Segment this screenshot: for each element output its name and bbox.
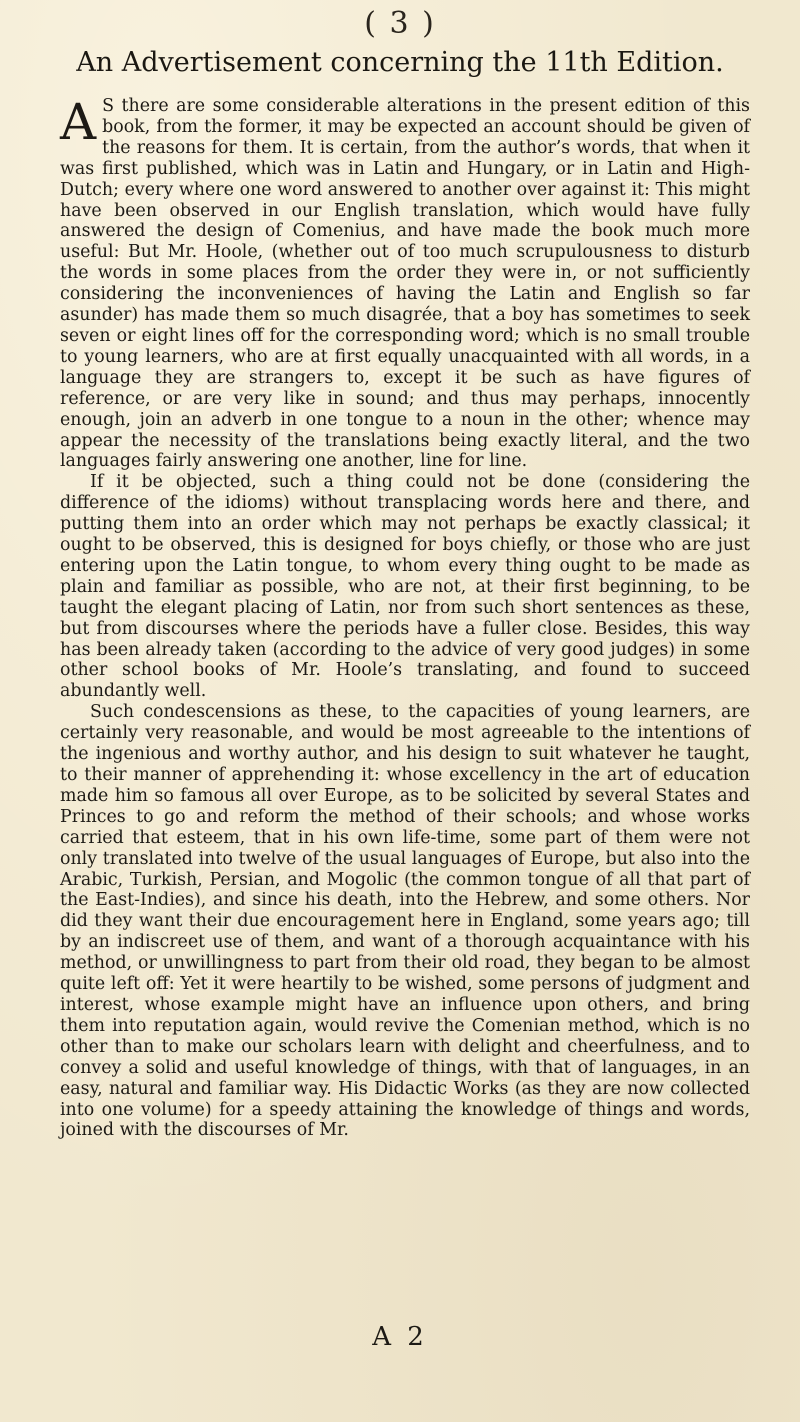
- paragraph-3: Such condescensions as these, to the capacities of young learners, are certainly very reasonable, and would be most agreeable to the intentions of the ingenious and worthy author, and his design to suit whatever he taught, to their manner of apprehending it: whose excellency in the art of education made him so famous all over Europe, as to be solicited by several States and Princes to go and reform the method of their schools; and whose works carried that esteem, that in his own life-time, some part of them were not only translated into twelve of the usual languages of Europe, but also into the Arabic, Turkish, Persian, and Mogolic (the common tongue of all that part of the East-Indies), and since his death, into the Hebrew, and some others. Nor did they want their due encouragement here in England, some years ago; till by an indiscreet use of them, and want of a thorough acquaintance with his method, or unwillingness to part from their old road, they began to be almost quite left off: Yet it were heartily to be wished, some persons of judgment and interest, whose example might have an influence upon others, and bring them into reputation again, would revive the Comenian method, which is no other than to make our scholars learn with delight and cheerfulness, and to convey a solid and useful knowledge of things, with that of languages, in an easy, natural and familiar way. His Didactic Works (as they are now collected into one volume) for a speedy attaining the knowledge of things and words, joined with the discourses of Mr.: [60, 702, 750, 1141]
- paragraph-1: [60, 93, 750, 472]
- page-number: ( 3 ): [364, 6, 436, 41]
- body-text: [60, 93, 750, 1141]
- page-title: An Advertisement concerning the 11th Edition.: [76, 47, 724, 78]
- signature-mark: A 2: [372, 1322, 428, 1352]
- paragraph-2: If it be objected, such a thing could not be done (considering the difference of the idioms) without transplacing words here and there, and putting them into an order which may not perhaps be exactly classical; it ought to be observed, this is designed for boys chiefly, or those who are just entering upon the Latin tongue, to whom every thing ought to be made as plain and familiar as possible, who are not, at their first beginning, to be taught the elegant placing of Latin, nor from such short sentences as these, but from discourses where the periods have a fuller close. Besides, this way has been already taken (according to the advice of very good judges) in some other school books of Mr. Hoole’s translating, and found to succeed abundantly well.: [60, 472, 750, 702]
- paragraph-1-text: S there are some considerable alterations in the present edition of this book, from the former, it may be expected an account should be given of the reasons for them. It is certain, from the author’s words, that when it was first published, which was in Latin and Hungary, or in Latin and High-Dutch; every where one word answered to another over against it: This might have been observed in our English translation, which would have fully answered the design of Comenius, and have made the book much more useful: But Mr. Hoole, (whether out of too much scrupulousness to disturb the words in some places from the order they were in, or not sufficiently considering the inconveniences of having the Latin and English so far asunder) has made them so much disagrée, that a boy has sometimes to seek seven or eight lines off for the corresponding word; which is no small trouble to young learners, who are at first equally unacquainted with all words, in a language they are strangers to, except it be such as have figures of reference, or are very like in sound; and thus may perhaps, innocently enough, join an adverb in one tongue to a noun in the other; whence may appear the necessity of the translations being exactly literal, and the two languages fairly answering one another, line for line.: [60, 96, 750, 472]
- drop-cap: A: [60, 93, 97, 151]
